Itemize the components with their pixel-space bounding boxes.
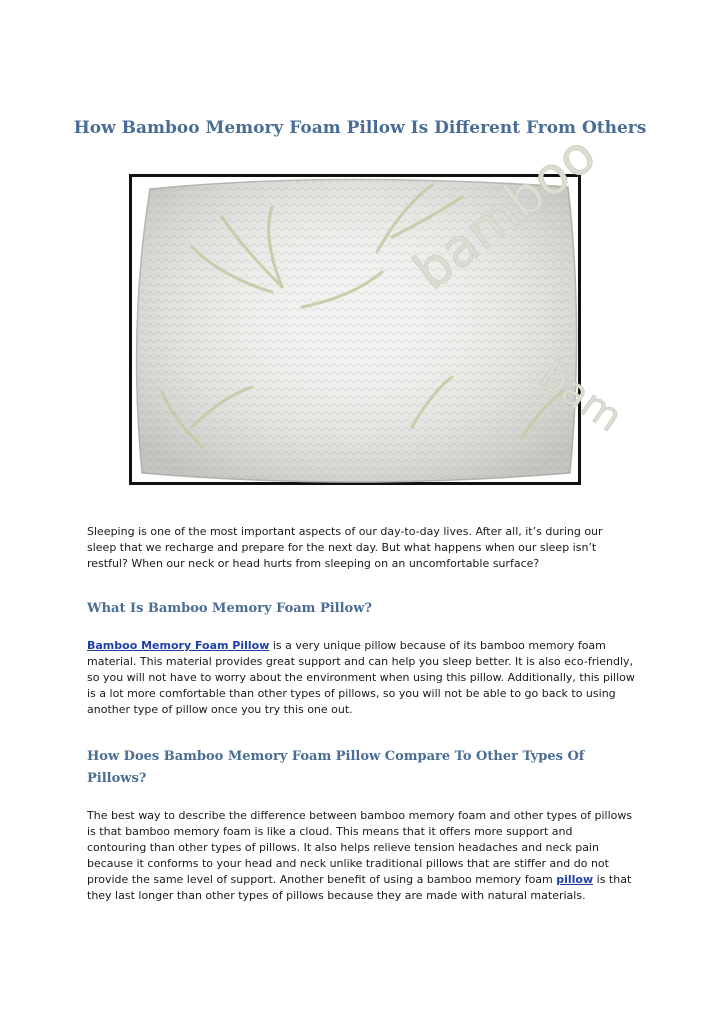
section2-text-before: The best way to describe the difference between bamboo memory foam and other types of pillows is that bamboo memory foam is like a cloud. This means that it offers more support and contouring than other types of pillows. It also helps relieve tension headaches and neck pain because it conforms to your head and neck unlike traditional pillows that are stiffer and do not provide the same level of support. Another benefit of using a bamboo memory foam [87, 809, 633, 886]
section2-paragraph [87, 808, 635, 904]
section1-heading: What Is Bamboo Memory Foam Pillow? [87, 601, 373, 616]
pillow-link[interactable]: pillow [556, 873, 594, 886]
section2-text-after: is that they last longer than other types of pillows because they are made with natural materials. [87, 873, 632, 902]
pillow-brand-text: bamboo [403, 124, 608, 303]
section1-paragraph [87, 638, 635, 718]
intro-paragraph: Sleeping is one of the most important aspects of our day-to-day lives. After all, it’s during our sleep that we recharge and prepare for the next day. But what happens when our sleep isn’t restful? When our neck or head hurts from sleeping on an uncomfortable surface? [87, 525, 603, 570]
document-title: How Bamboo Memory Foam Pillow Is Different From Others [73, 118, 647, 138]
section1-text: is a very unique pillow because of its bamboo memory foam material. This material provides great support and can help you sleep better. It is also eco-friendly, so you will not have to worry about the environment when using this pillow. Additionally, this pillow is a lot more comfortable than other types of pillows, so you will not be able to go back to using another type of pillow once you try this one out. [87, 639, 635, 716]
pillow-brand-text-partial: bam [531, 352, 631, 442]
bamboo-memory-foam-pillow-link[interactable]: Bamboo Memory Foam Pillow [87, 639, 270, 652]
section2-heading: How Does Bamboo Memory Foam Pillow Compare To Other Types Of Pillows? [87, 749, 585, 786]
